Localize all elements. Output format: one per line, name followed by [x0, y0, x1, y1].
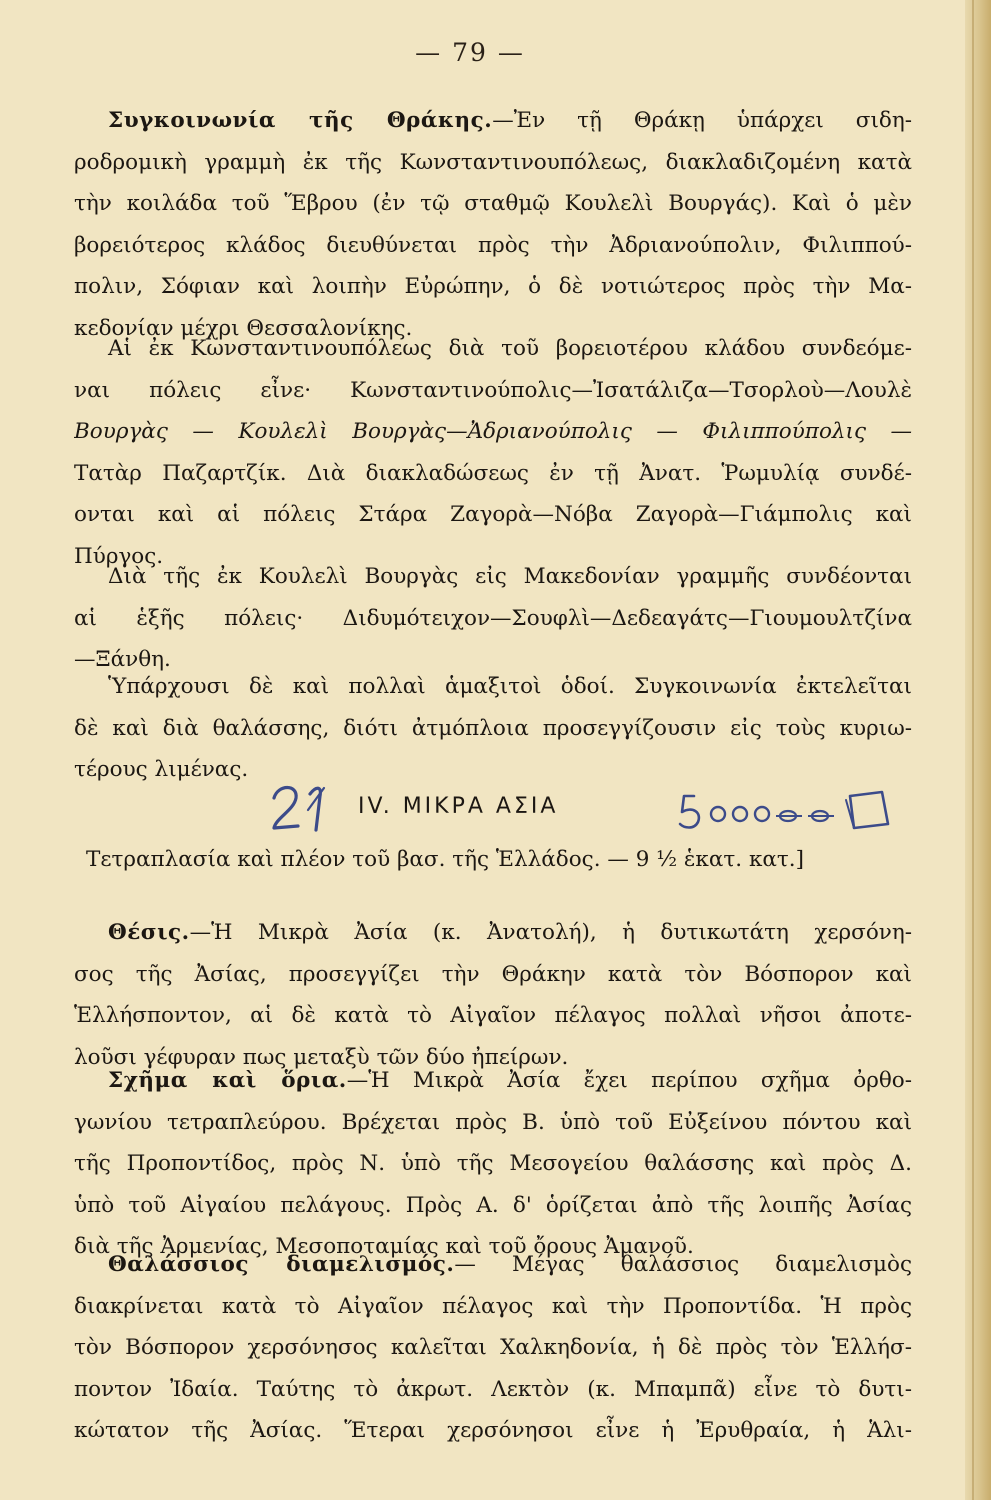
- section-title-asia-minor: [0, 790, 991, 840]
- text-line: αἱ ἑξῆς πόλεις· Διδυμότειχον—Σουφλὶ—Δεδεαγάτς—Γιουμουλτζίνα: [74, 605, 912, 631]
- text-line: κεδονίαν μέχρι Θεσσαλονίκης.: [74, 315, 413, 341]
- text-line: γωνίου τετραπλεύρου. Βρέχεται πρὸς Β. ὑπὸ τοῦ Εὐξείνου πόντου καὶ: [74, 1109, 912, 1135]
- text-line: κώτατον τῆς Ἀσίας. Ἕτεραι χερσόνησοι εἶνε ἡ Ἐρυθραία, ἡ Ἁλι-: [74, 1418, 912, 1444]
- text-line: Σχῆμα καὶ ὅρια.—Ἡ Μικρὰ Ἀσία ἔχει περίπου σχῆμα ὀρθο-: [108, 1068, 912, 1093]
- handwritten-page-number: [268, 780, 338, 836]
- text-line: Θαλάσσιος διαμελισμός.— Μέγας θαλάσσιος διαμελισμὸς: [108, 1252, 912, 1277]
- text-line: τὸν Βόσπορον χερσόνησος καλεῖται Χαλκηδονία, ἡ δὲ πρὸς τὸν Ἑλλήσ-: [74, 1335, 912, 1361]
- text-line: Αἱ ἐκ Κωνσταντινουπόλεως διὰ τοῦ βορειοτέρου κλάδου συνδεόμε-: [108, 336, 912, 361]
- asia-minor-coastline: [74, 1244, 912, 1452]
- section-heading-sea: Θαλάσσιος διαμελισμός.: [108, 1252, 455, 1277]
- asia-minor-shape: [74, 1060, 912, 1268]
- text-line: δὲ καὶ διὰ θαλάσσης, διότι ἀτμόπλοια προσεγγίζουσιν εἰς τοὺς κυριω-: [74, 715, 912, 741]
- text-line: διακρίνεται κατὰ τὸ Αἰγαῖον πέλαγος καὶ τὴν Προποντίδα. Ἡ πρὸς: [74, 1293, 912, 1319]
- page-binding-edge: [965, 0, 991, 1500]
- text-line: Συγκοινωνία τῆς Θράκης.—Ἐν τῇ Θράκῃ ὑπάρχει σιδη-: [108, 108, 912, 133]
- text-line: ονται καὶ αἱ πόλεις Στάρα Ζαγορὰ—Νόβα Ζαγορὰ—Γιάμπολις καὶ: [74, 502, 912, 528]
- section-title-text: IV. ΜΙΚΡΑ ΑΣΙΑ: [358, 794, 559, 819]
- thrace-paragraph-3: [74, 556, 912, 681]
- section-heading-thrace: Συγκοινωνία τῆς Θράκης.: [108, 108, 493, 133]
- asia-minor-thesis: [74, 912, 912, 1078]
- text-line: Τατὰρ Παζαρτζίκ. Διὰ διακλαδώσεως ἐν τῇ Ἀνατ. Ῥωμυλίᾳ συνδέ-: [74, 460, 912, 486]
- page-binding-line: [972, 0, 974, 1500]
- text-line: Διὰ τῆς ἐκ Κουλελὶ Βουργὰς εἰς Μακεδονίαν γραμμῆς συνδέονται: [108, 564, 912, 589]
- text-line: Βουργὰς — Κουλελὶ Βουργὰς—Ἀδριανούπολις — Φιλιππούπολις —: [74, 419, 912, 445]
- text-line: —Ξάνθη.: [74, 647, 171, 673]
- thrace-paragraph-2: [74, 328, 912, 578]
- text-line: τὴν κοιλάδα τοῦ Ἕβρου (ἐν τῷ σταθμῷ Κουλελὶ Βουργάς). Καὶ ὁ μὲν: [74, 191, 912, 217]
- text-line: διὰ τῆς Ἀρμενίας, Μεσοποταμίας καὶ τοῦ ὄρους Ἀμανοῦ.: [74, 1234, 694, 1260]
- section-heading-shape: Σχῆμα καὶ ὅρια.: [108, 1068, 347, 1093]
- text-line: σος τῆς Ἀσίας, προσεγγίζει τὴν Θράκην κατὰ τὸν Βόσπορον καὶ: [74, 961, 912, 987]
- text-line: ναι πόλεις εἶνε· Κωνσταντινούπολις—Ἰσατάλιζα—Τσορλοὺ—Λουλὲ: [74, 377, 912, 403]
- section-subtitle: Τετραπλασία καὶ πλέον τοῦ βασ. τῆς Ἑλλάδος. — 9 ½ ἑκατ. κατ.]: [86, 847, 805, 872]
- text-line: λοῦσι γέφυραν πως μεταξὺ τῶν δύο ἠπείρων.: [74, 1044, 569, 1070]
- text-line: Ὑπάρχουσι δὲ καὶ πολλαὶ ἁμαξιτοὶ ὁδοί. Συγκοινωνία ἐκτελεῖται: [108, 674, 912, 699]
- thrace-paragraph-1: [74, 100, 912, 350]
- text-line: Ἑλλήσποντον, αἱ δὲ κατὰ τὸ Αἰγαῖον πέλαγος πολλαὶ νῆσοι ἀποτε-: [74, 1003, 912, 1029]
- text-line: ροδρομικὴ γραμμὴ ἐκ τῆς Κωνσταντινουπόλεως, διακλαδιζομένη κατὰ: [74, 149, 912, 175]
- text-line: πολιν, Σόφιαν καὶ λοιπὴν Εὐρώπην, ὁ δὲ νοτιώτερος πρὸς τὴν Μα-: [74, 274, 912, 300]
- text-line: βορειότερος κλάδος διευθύνεται πρὸς τὴν Ἀδριανούπολιν, Φιλιππού-: [74, 232, 912, 258]
- text-line: Θέσις.—Ἡ Μικρὰ Ἀσία (κ. Ἀνατολή), ἡ δυτικωτάτη χερσόνη-: [108, 920, 912, 945]
- text-line: τέρους λιμένας.: [74, 757, 249, 783]
- handwritten-area-note: [678, 784, 898, 834]
- text-line: ποντον Ἰδαία. Ταύτης τὸ ἀκρωτ. Λεκτὸν (κ. Μπαμπᾶ) εἶνε τὸ δυτι-: [74, 1376, 912, 1402]
- thrace-paragraph-4: [74, 666, 912, 791]
- text-line: τῆς Προποντίδος, πρὸς Ν. ὑπὸ τῆς Μεσογείου θαλάσσης καὶ πρὸς Δ.: [74, 1151, 912, 1177]
- section-heading-thesis: Θέσις.: [108, 920, 190, 945]
- text-line: ὑπὸ τοῦ Αἰγαίου πελάγους. Πρὸς Α. δ' ὁρίζεται ἀπὸ τῆς λοιπῆς Ἀσίας: [74, 1192, 912, 1218]
- text-line: Πύργος.: [74, 543, 164, 569]
- page-number: — 79 —: [415, 38, 525, 67]
